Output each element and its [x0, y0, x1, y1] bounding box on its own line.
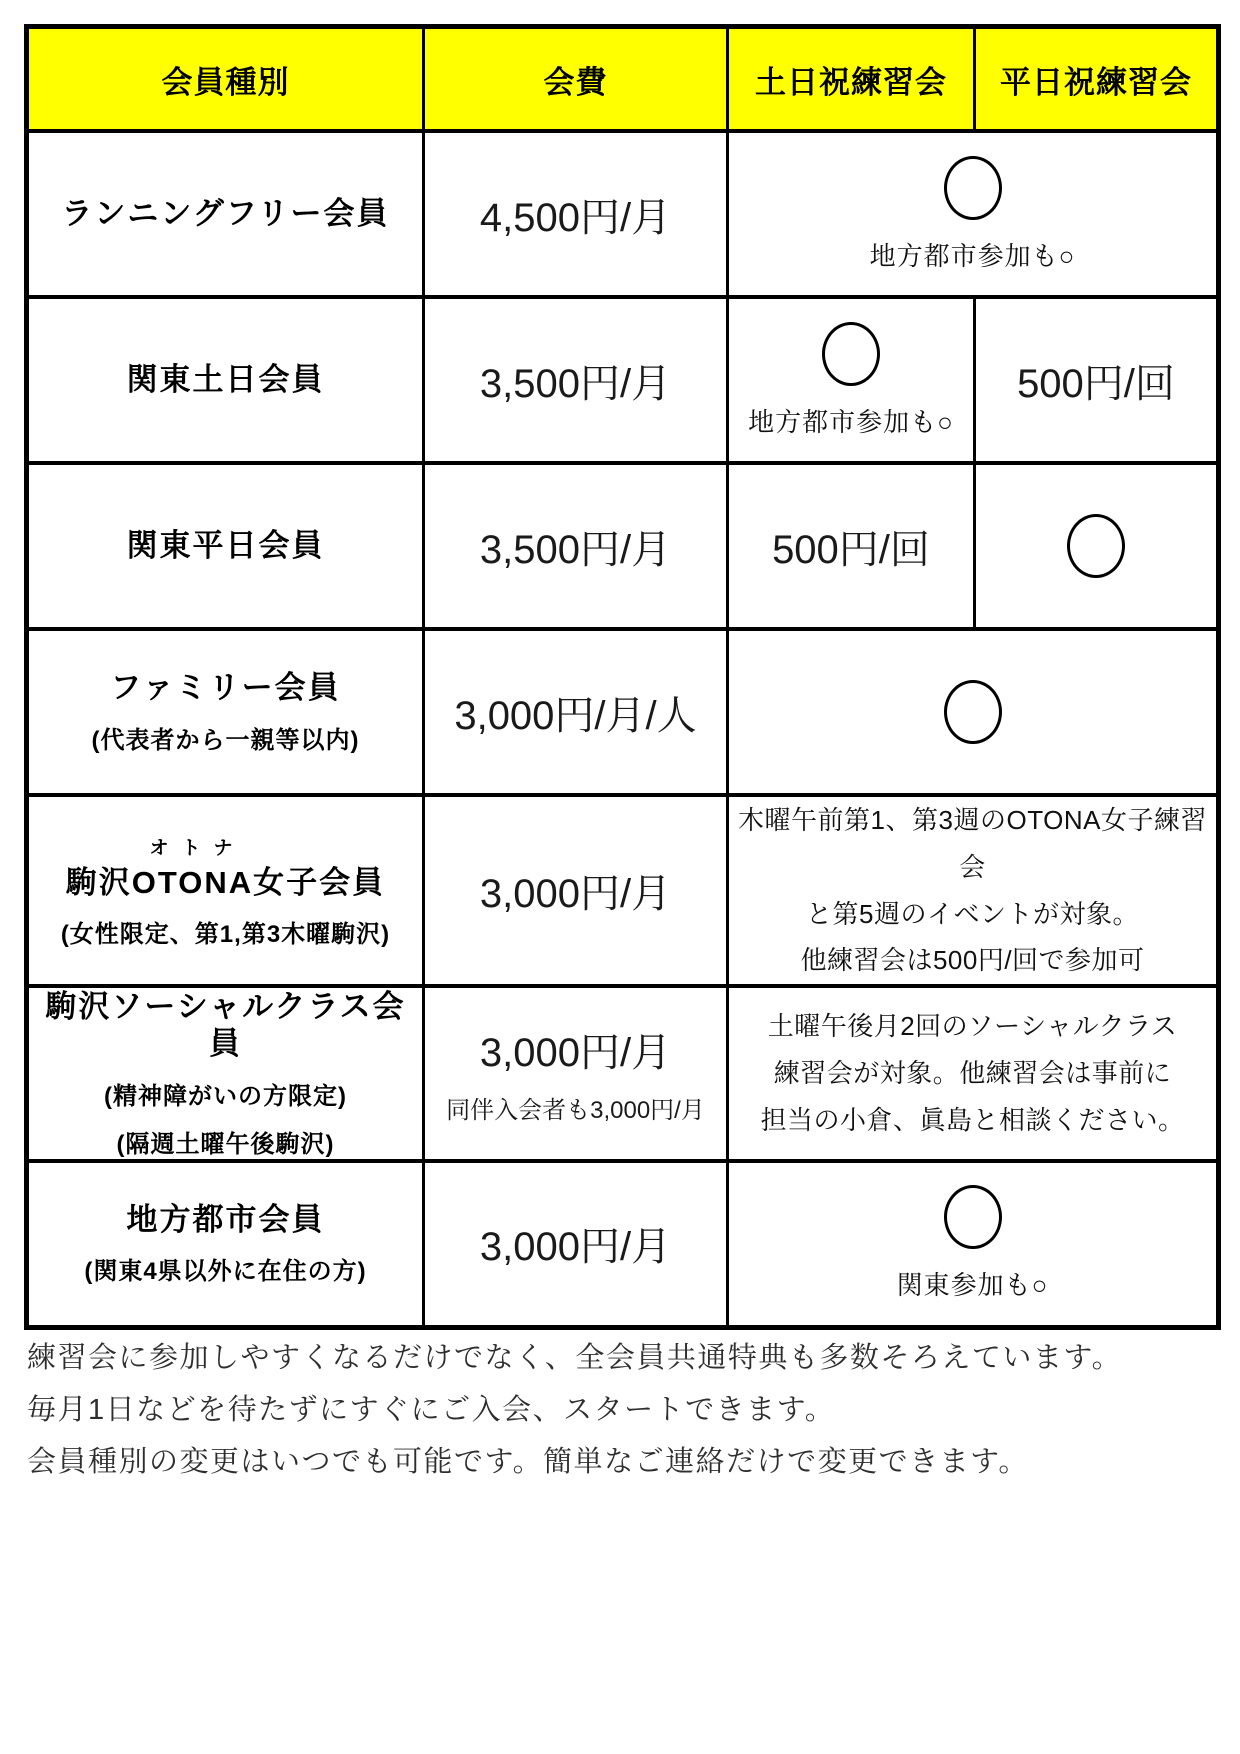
cell-fee — [424, 131, 728, 297]
member-name: ランニングフリー会員 — [61, 196, 390, 232]
cell-member-type — [27, 1161, 424, 1328]
cell-weekend-practice — [728, 463, 975, 629]
practice-note: 地方都市参加も○ — [748, 406, 954, 437]
practice-mark — [729, 156, 1216, 273]
cell-fee — [424, 1161, 728, 1328]
practice-note: 関東参加も○ — [896, 1270, 1049, 1301]
practice-mark — [729, 322, 973, 439]
cell-weekend-practice — [728, 297, 975, 463]
furigana-label: オトナ — [149, 837, 246, 859]
practice-description — [729, 797, 1216, 984]
cell-fee — [424, 463, 728, 629]
practice-line: 他練習会は500円/回で参加可 — [800, 945, 1145, 976]
fee-note: 同伴入会者も3,000円/月 — [446, 1097, 705, 1125]
footer-line-2: 毎月1日などを待たずにすぐにご入会、スタートできます。 — [27, 1394, 836, 1426]
row-komazawa-social — [27, 986, 1219, 1160]
footer-line-3: 会員種別の変更はいつでも可能です。簡単なご連絡だけで変更できます。 — [27, 1446, 1029, 1478]
cell-fee — [424, 629, 728, 795]
fee-value: 3,000円/月/人 — [454, 693, 697, 738]
cell-fee — [424, 297, 728, 463]
circle-icon — [1067, 514, 1125, 578]
cell-practice-merged — [728, 795, 1219, 986]
fee-value: 3,000円/月 — [479, 1225, 672, 1270]
fee-value: 3,500円/月 — [479, 527, 672, 572]
member-name: 関東土日会員 — [126, 362, 325, 398]
header-fee: 会費 — [424, 27, 728, 132]
cell-practice-merged — [728, 986, 1219, 1160]
membership-fee-table — [24, 24, 1221, 1330]
per-visit-fee: 500円/回 — [772, 527, 930, 572]
practice-line: 担当の小倉、眞島と相談ください。 — [760, 1104, 1185, 1135]
cell-member-type — [27, 795, 424, 986]
cell-member-type — [27, 297, 424, 463]
header-row — [27, 27, 1219, 132]
circle-icon — [822, 322, 880, 386]
member-name: 駒沢OTONA女子会員 — [65, 864, 386, 900]
row-family — [27, 629, 1219, 795]
member-name: 関東平日会員 — [126, 528, 325, 564]
circle-icon — [944, 680, 1002, 744]
row-komazawa-otona — [27, 795, 1219, 986]
cell-member-type — [27, 629, 424, 795]
circle-icon — [944, 1185, 1002, 1249]
practice-line: 土曜午後月2回のソーシャルクラス — [767, 1011, 1178, 1042]
practice-mark — [729, 680, 1216, 744]
practice-note: 地方都市参加も○ — [869, 240, 1076, 271]
member-subnote: (関東4県以外に在住の方) — [84, 1258, 367, 1286]
cell-fee — [424, 986, 728, 1160]
fee-value: 3,000円/月 — [479, 1031, 672, 1076]
member-subnote: (隔週土曜午後駒沢) — [116, 1130, 335, 1158]
cell-practice-merged — [728, 131, 1219, 297]
per-visit-fee: 500円/回 — [1017, 361, 1175, 406]
row-running-free — [27, 131, 1219, 297]
fee-value: 4,500円/月 — [479, 195, 672, 240]
header-member-type: 会員種別 — [27, 27, 424, 132]
member-name: 駒沢ソーシャルクラス会員 — [45, 989, 406, 1062]
footer-line-1: 練習会に参加しやすくなるだけでなく、全会員共通特典も多数そろえています。 — [27, 1342, 1123, 1374]
fee-value: 3,000円/月 — [479, 872, 672, 917]
practice-line: 木曜午前第1、第3週のOTONA女子練習会 — [738, 805, 1207, 882]
cell-weekday-practice — [975, 297, 1219, 463]
member-subnote: (女性限定、第1,第3木曜駒沢) — [60, 920, 391, 948]
header-weekday-practice: 平日祝練習会 — [975, 27, 1219, 132]
practice-mark — [976, 514, 1216, 578]
cell-practice-merged — [728, 1161, 1219, 1328]
cell-member-type — [27, 986, 424, 1160]
row-regional-city — [27, 1161, 1219, 1328]
footer-notes — [27, 1332, 1217, 1488]
header-weekend-practice: 土日祝練習会 — [728, 27, 975, 132]
row-kanto-weekend — [27, 297, 1219, 463]
cell-weekday-practice — [975, 463, 1219, 629]
row-kanto-weekday — [27, 463, 1219, 629]
practice-line: 練習会が対象。他練習会は事前に — [773, 1057, 1172, 1088]
member-subnote: (代表者から一親等以内) — [91, 726, 360, 754]
cell-member-type — [27, 131, 424, 297]
practice-line: と第5週のイベントが対象。 — [806, 898, 1139, 929]
member-name: ファミリー会員 — [110, 670, 341, 706]
practice-description — [729, 1003, 1216, 1143]
cell-fee — [424, 795, 728, 986]
circle-icon — [944, 156, 1002, 220]
member-name: 地方都市会員 — [126, 1201, 325, 1237]
cell-practice-merged — [728, 629, 1219, 795]
practice-mark — [729, 1185, 1216, 1302]
fee-value: 3,500円/月 — [479, 361, 672, 406]
member-subnote: (精神障がいの方限定) — [104, 1082, 347, 1110]
cell-member-type — [27, 463, 424, 629]
